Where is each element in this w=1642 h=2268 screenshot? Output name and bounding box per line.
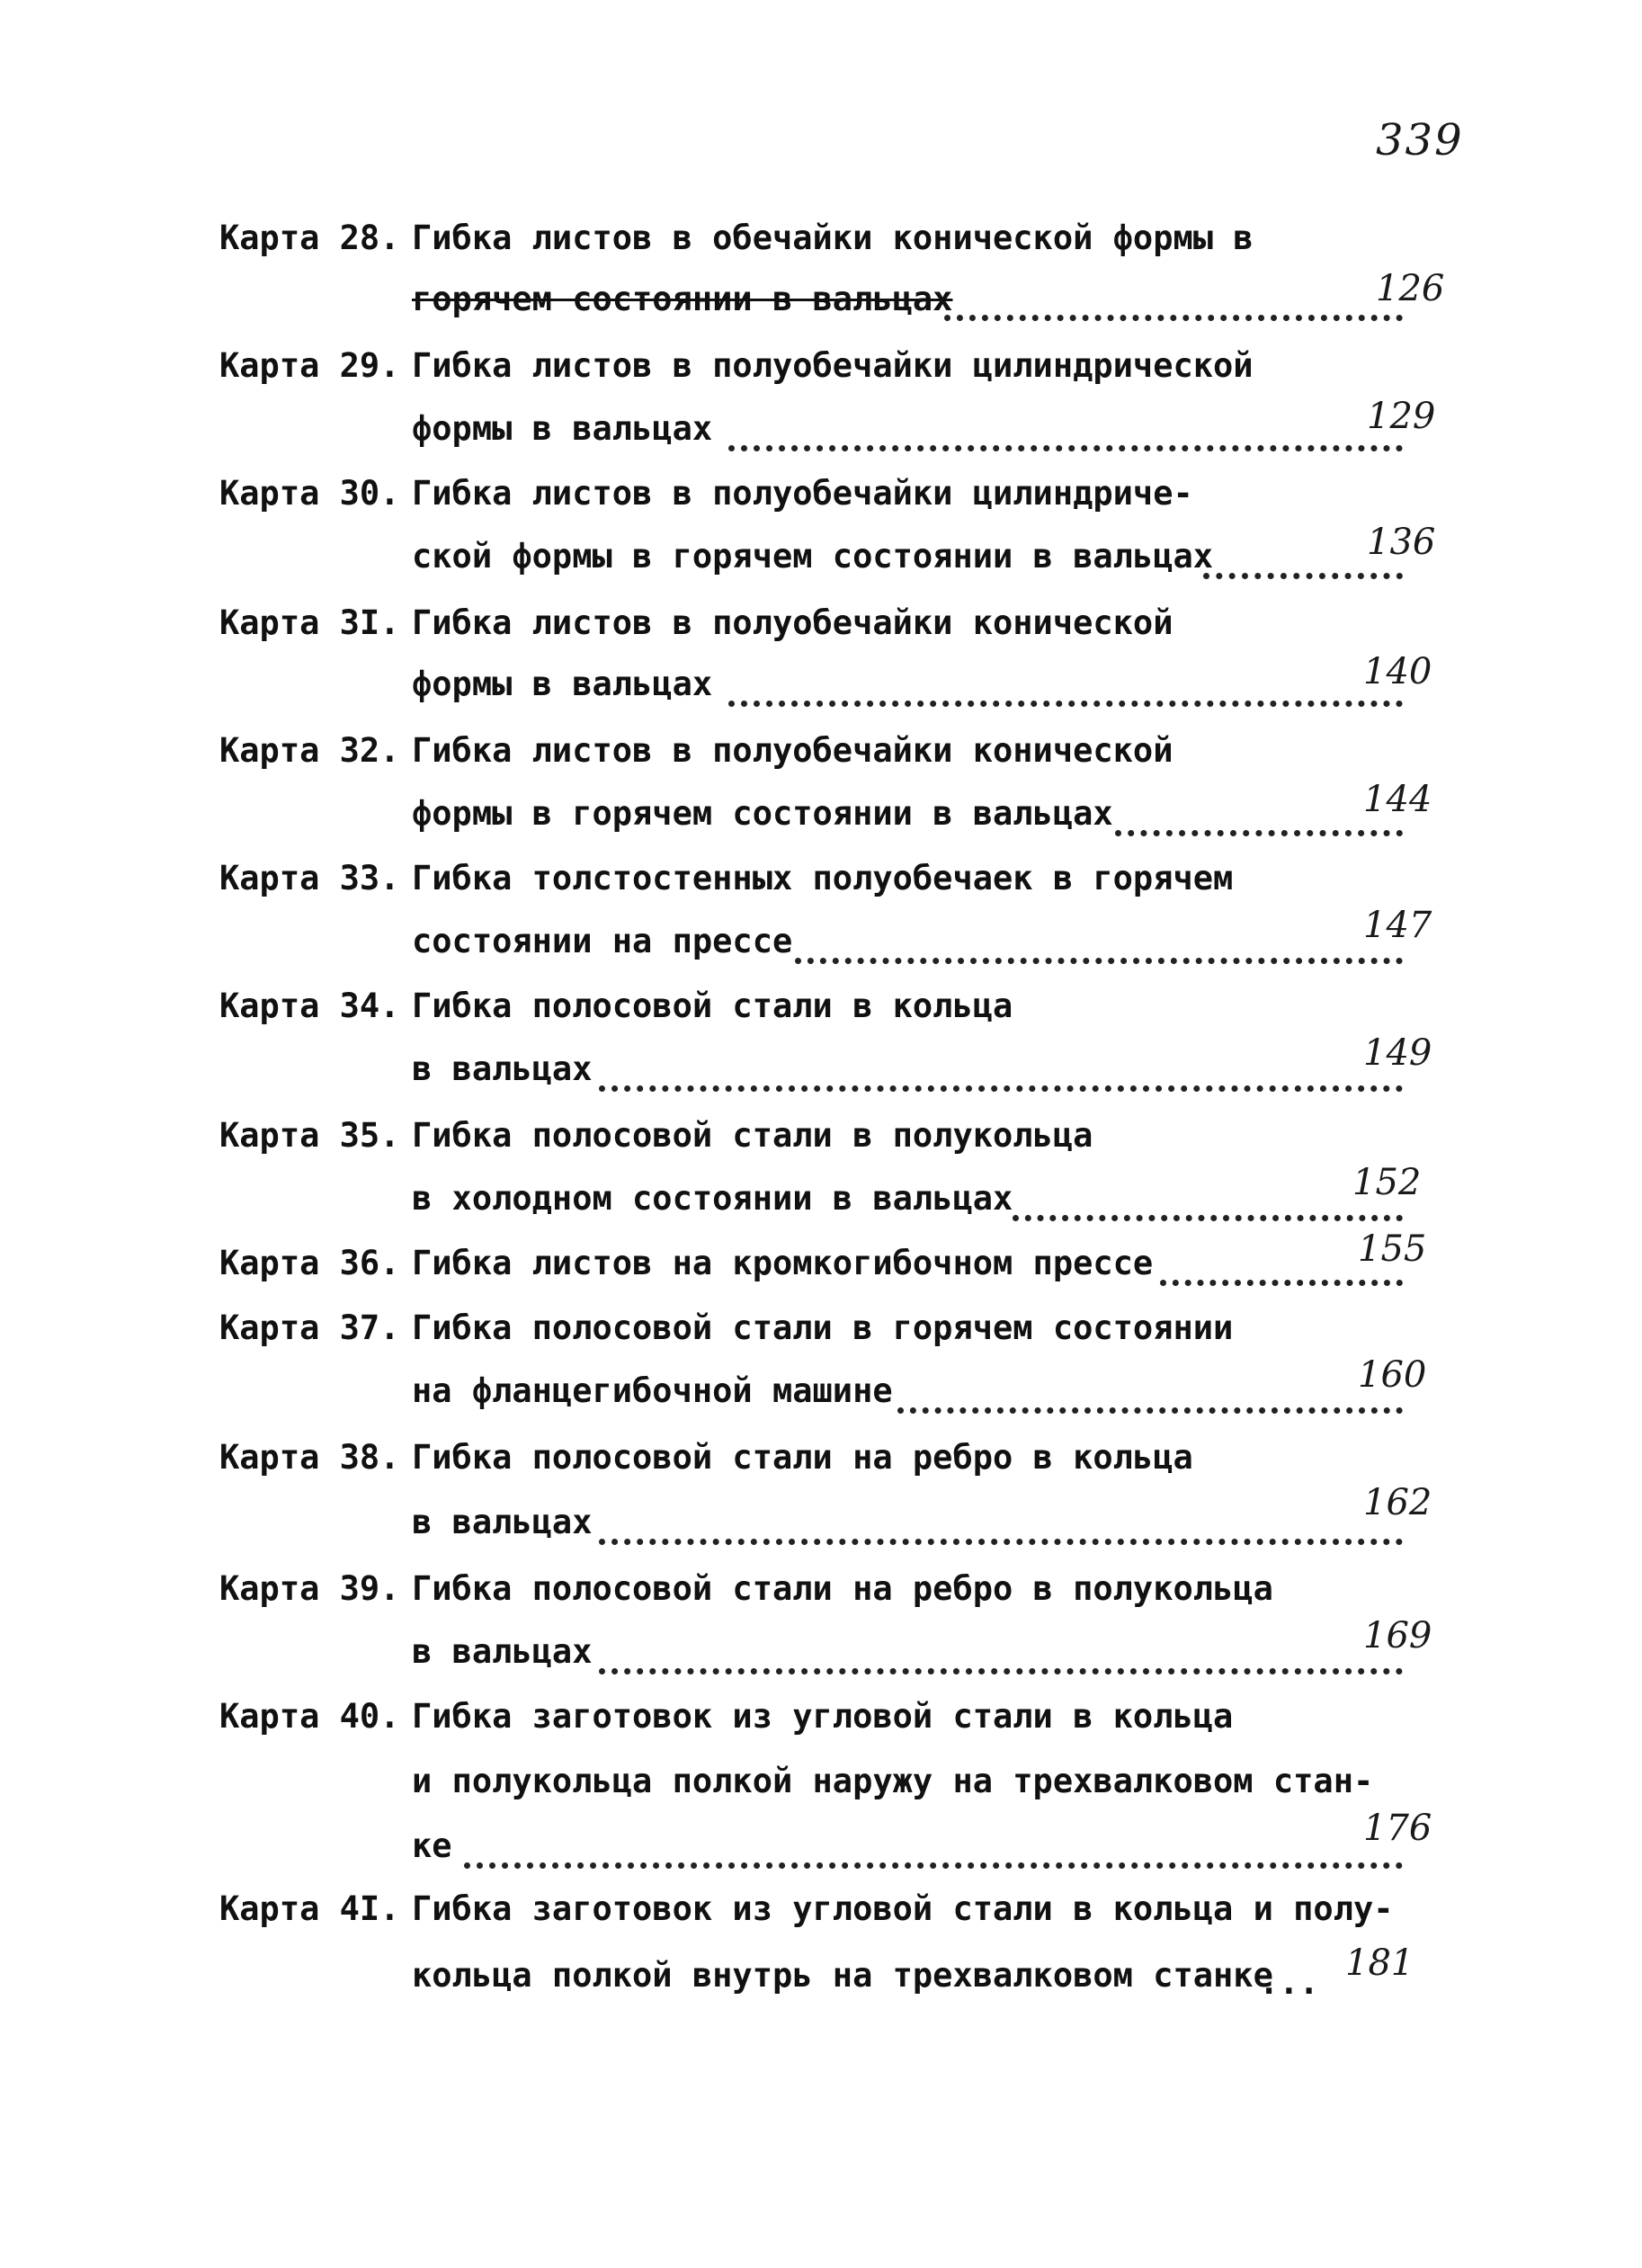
entry-34-leader bbox=[599, 1049, 1403, 1092]
entry-34-page-number: 149 bbox=[1363, 1032, 1432, 1074]
entry-29-page-number: 129 bbox=[1367, 396, 1436, 437]
entry-36-page-number: 155 bbox=[1358, 1228, 1427, 1270]
entry-37-title-line-2: на фланцегибочной машине bbox=[412, 1371, 893, 1410]
entry-40-leader bbox=[464, 1826, 1403, 1869]
entry-32-leader bbox=[1115, 794, 1403, 836]
entry-33-page-number: 147 bbox=[1363, 905, 1432, 946]
entry-39-title-line-2: в вальцах bbox=[412, 1632, 593, 1671]
entry-37-title-line-1: Гибка полосовой стали в горячем состоянии bbox=[412, 1308, 1234, 1347]
entry-39-leader bbox=[599, 1632, 1403, 1674]
entry-37-page-number: 160 bbox=[1358, 1354, 1427, 1396]
entry-38-label: Карта 38. bbox=[219, 1438, 400, 1477]
entry-28-title-line-2: горячем состоянии в вальцах bbox=[412, 280, 953, 318]
entry-38-title-line-2: в вальцах bbox=[412, 1503, 593, 1541]
entry-41-leader-dots: ... bbox=[1259, 1963, 1319, 2002]
entry-29-title-line-1: Гибка листов в полуобечайки цилиндрической bbox=[412, 346, 1254, 385]
entry-39-label: Карта 39. bbox=[219, 1569, 400, 1608]
entry-35-page-number: 152 bbox=[1352, 1162, 1422, 1203]
entry-36-title-line-1: Гибка листов на кромкогибочном прессе bbox=[412, 1244, 1154, 1282]
entry-35-label: Карта 35. bbox=[219, 1116, 400, 1155]
entry-40-page-number: 176 bbox=[1363, 1808, 1432, 1849]
entry-28-label: Карта 28. bbox=[219, 219, 400, 257]
entry-29-leader bbox=[728, 409, 1403, 451]
entry-31-label: Карта 3I. bbox=[219, 603, 400, 642]
entry-30-label: Карта 30. bbox=[219, 474, 400, 513]
entry-29-label: Карта 29. bbox=[219, 346, 400, 385]
entry-35-title-line-2: в холодном состоянии в вальцах bbox=[412, 1179, 1013, 1218]
entry-31-title-line-2: формы в вальцах bbox=[412, 665, 713, 703]
entry-34-title-line-2: в вальцах bbox=[412, 1049, 593, 1088]
entry-30-title-line-2: ской формы в горячем состоянии в вальцах bbox=[412, 537, 1214, 576]
entry-31-leader bbox=[728, 665, 1403, 707]
entry-30-page-number: 136 bbox=[1367, 522, 1436, 563]
entry-37-label: Карта 37. bbox=[219, 1308, 400, 1347]
entry-37-leader bbox=[897, 1371, 1403, 1414]
entry-31-title-line-1: Гибка листов в полуобечайки конической bbox=[412, 603, 1173, 642]
entry-31-page-number: 140 bbox=[1363, 651, 1432, 692]
entry-36-label: Карта 36. bbox=[219, 1244, 400, 1282]
entry-38-leader bbox=[599, 1503, 1403, 1545]
entry-32-page-number: 144 bbox=[1363, 779, 1432, 820]
entry-35-leader bbox=[1013, 1179, 1403, 1221]
entry-28-title-line-1: Гибка листов в обечайки конической формы в bbox=[412, 219, 1254, 257]
entry-32-title-line-2: формы в горячем состоянии в вальцах bbox=[412, 794, 1113, 833]
entry-34-label: Карта 34. bbox=[219, 987, 400, 1025]
entry-39-title-line-1: Гибка полосовой стали на ребро в полукольца bbox=[412, 1569, 1273, 1608]
entry-32-title-line-1: Гибка листов в полуобечайки конической bbox=[412, 731, 1173, 770]
entry-40-label: Карта 40. bbox=[219, 1697, 400, 1736]
entry-33-label: Карта 33. bbox=[219, 859, 400, 897]
entry-40-title-line-3: ке bbox=[412, 1826, 452, 1865]
page-number: 339 bbox=[1376, 115, 1464, 165]
entry-30-title-line-1: Гибка листов в полуобечайки цилиндриче- bbox=[412, 474, 1193, 513]
entry-40-title-line-2: и полукольца полкой наружу на трехвалковом стан- bbox=[412, 1762, 1374, 1800]
entry-35-title-line-1: Гибка полосовой стали в полукольца bbox=[412, 1116, 1093, 1155]
entry-41-title-line-2: кольца полкой внутрь на трехвалковом станке bbox=[412, 1956, 1273, 1995]
entry-28-page-number: 126 bbox=[1376, 268, 1445, 309]
entry-29-title-line-2: формы в вальцах bbox=[412, 409, 713, 448]
entry-38-title-line-1: Гибка полосовой стали на ребро в кольца bbox=[412, 1438, 1193, 1477]
entry-38-page-number: 162 bbox=[1363, 1482, 1432, 1523]
entry-33-leader bbox=[795, 922, 1403, 964]
entry-39-page-number: 169 bbox=[1363, 1615, 1432, 1656]
entry-28-leader bbox=[944, 279, 1403, 321]
entry-41-label: Карта 4I. bbox=[219, 1889, 400, 1928]
entry-33-title-line-2: состоянии на прессе bbox=[412, 922, 793, 960]
entry-33-title-line-1: Гибка толстостенных полуобечаек в горячем bbox=[412, 859, 1234, 897]
entry-34-title-line-1: Гибка полосовой стали в кольца bbox=[412, 987, 1013, 1025]
entry-41-title-line-1: Гибка заготовок из угловой стали в кольца и полу- bbox=[412, 1889, 1394, 1928]
entry-32-label: Карта 32. bbox=[219, 731, 400, 770]
entry-40-title-line-1: Гибка заготовок из угловой стали в кольца bbox=[412, 1697, 1234, 1736]
entry-41-page-number: 181 bbox=[1345, 1942, 1414, 1984]
